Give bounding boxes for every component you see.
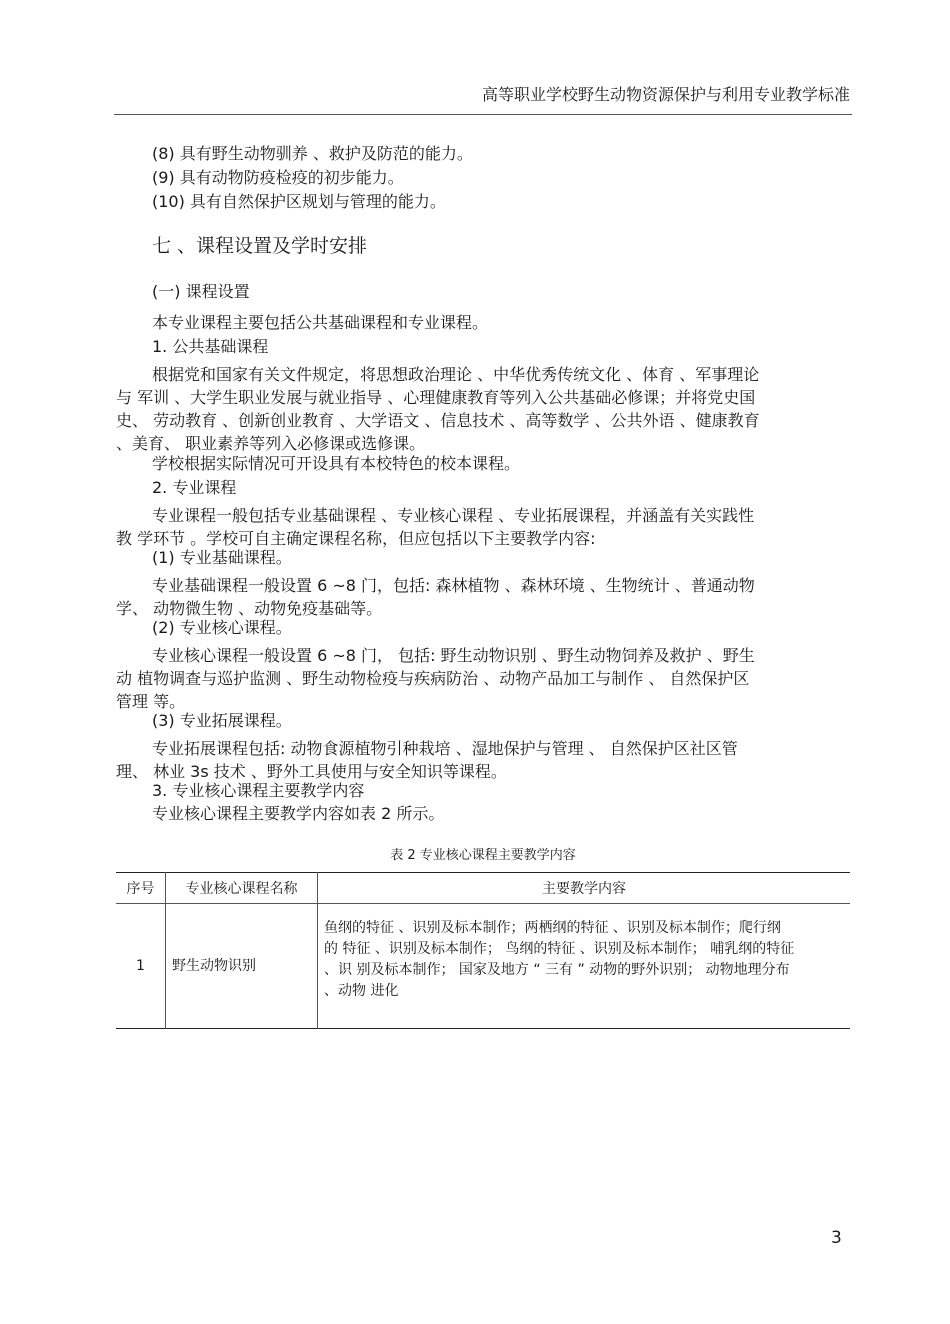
ability-item-10: (10) 具有自然保护区规划与管理的能力。 [152,192,446,211]
paragraph-line: 理、 林业 3s 技术 、野外工具使用与安全知识等课程。 [116,762,507,781]
paragraph-line: 专业核心课程一般设置 6 ~8 门， 包括: 野生动物识别 、野生动物饲养及救护 、野生 [152,646,755,665]
paragraph-line: 史、 劳动教育 、创新创业教育 、大学语文 、信息技术 、高等数学 、公共外语 、健康教育 [116,411,760,430]
running-header: 高等职业学校野生动物资源保护与利用专业教学标准 [481,85,850,104]
sub-heading-basic: (1) 专业基础课程。 [152,548,292,567]
table-header-row [116,873,850,904]
paragraph-line: 专业课程一般包括专业基础课程 、专业核心课程 、专业拓展课程，并涵盖有关实践性 [152,506,755,525]
paragraph: 专业核心课程主要教学内容如表 2 所示。 [152,804,445,823]
sub-heading-professional: 2. 专业课程 [152,478,237,497]
paragraph-line: 专业基础课程一般设置 6 ~8 门，包括: 森林植物 、森林环境 、生物统计 、普通动物 [152,576,755,595]
header-no: 序号 [116,873,166,904]
cell-course-name: 野生动物识别 [166,904,318,1029]
table-caption: 表 2 专业核心课程主要教学内容 [390,848,576,863]
paragraph-line: 动 植物调查与巡护监测 、野生动物检疫与疾病防治 、动物产品加工与制作 、 自然保护区 [116,669,750,688]
subsection-heading: (一) 课程设置 [152,282,250,301]
ability-item-9: (9) 具有动物防疫检疫的初步能力。 [152,168,404,187]
content-line: 、识 别及标本制作； 国家及地方 “ 三有 ” 动物的野外识别； 动物地理分布 [324,962,790,978]
header-divider [114,114,852,115]
paragraph: 本专业课程主要包括公共基础课程和专业课程。 [152,313,489,332]
content-line: 、动物 进化 [324,983,399,999]
cell-no: 1 [136,957,145,974]
ability-item-8: (8) 具有野生动物驯养 、救护及防范的能力。 [152,144,473,163]
sub-heading-core: (2) 专业核心课程。 [152,618,292,637]
page-number: 3 [831,1228,842,1248]
paragraph-line: 专业拓展课程包括: 动物食源植物引种栽培 、湿地保护与管理 、 自然保护区社区管 [152,739,738,758]
paragraph-line: 学、 动物微生物 、动物免疫基础等。 [116,599,383,618]
content-line: 的 特征 、识别及标本制作； 鸟纲的特征 、识别及标本制作； 哺乳纲的特征 [324,941,795,957]
paragraph-line: 教 学环节 。学校可自主确定课程名称，但应包括以下主要教学内容: [116,529,596,548]
paragraph-line: 与 军训 、大学生职业发展与就业指导 、心理健康教育等列入公共基础必修课；并将党史国 [116,388,756,407]
sub-heading-extension: (3) 专业拓展课程。 [152,711,292,730]
sub-heading-public: 1. 公共基础课程 [152,337,269,356]
core-course-table [116,872,850,1029]
table-row [116,904,850,1029]
header-course-name: 专业核心课程名称 [166,873,318,904]
paragraph-line: 管理 等。 [116,692,186,711]
paragraph-line: 根据党和国家有关文件规定，将思想政治理论 、中华优秀传统文化 、体育 、军事理论 [152,365,760,384]
cell-content [318,904,851,1029]
paragraph-line: 、美育、 职业素养等列入必修课或选修课。 [116,434,426,453]
section-heading: 七 、课程设置及学时安排 [152,235,368,257]
header-content: 主要教学内容 [318,873,851,904]
content-line: 鱼纲的特征 、识别及标本制作；两栖纲的特征 、识别及标本制作；爬行纲 [324,920,781,936]
sub-heading-core-content: 3. 专业核心课程主要教学内容 [152,781,365,800]
paragraph: 学校根据实际情况可开设具有本校特色的校本课程。 [152,454,521,473]
